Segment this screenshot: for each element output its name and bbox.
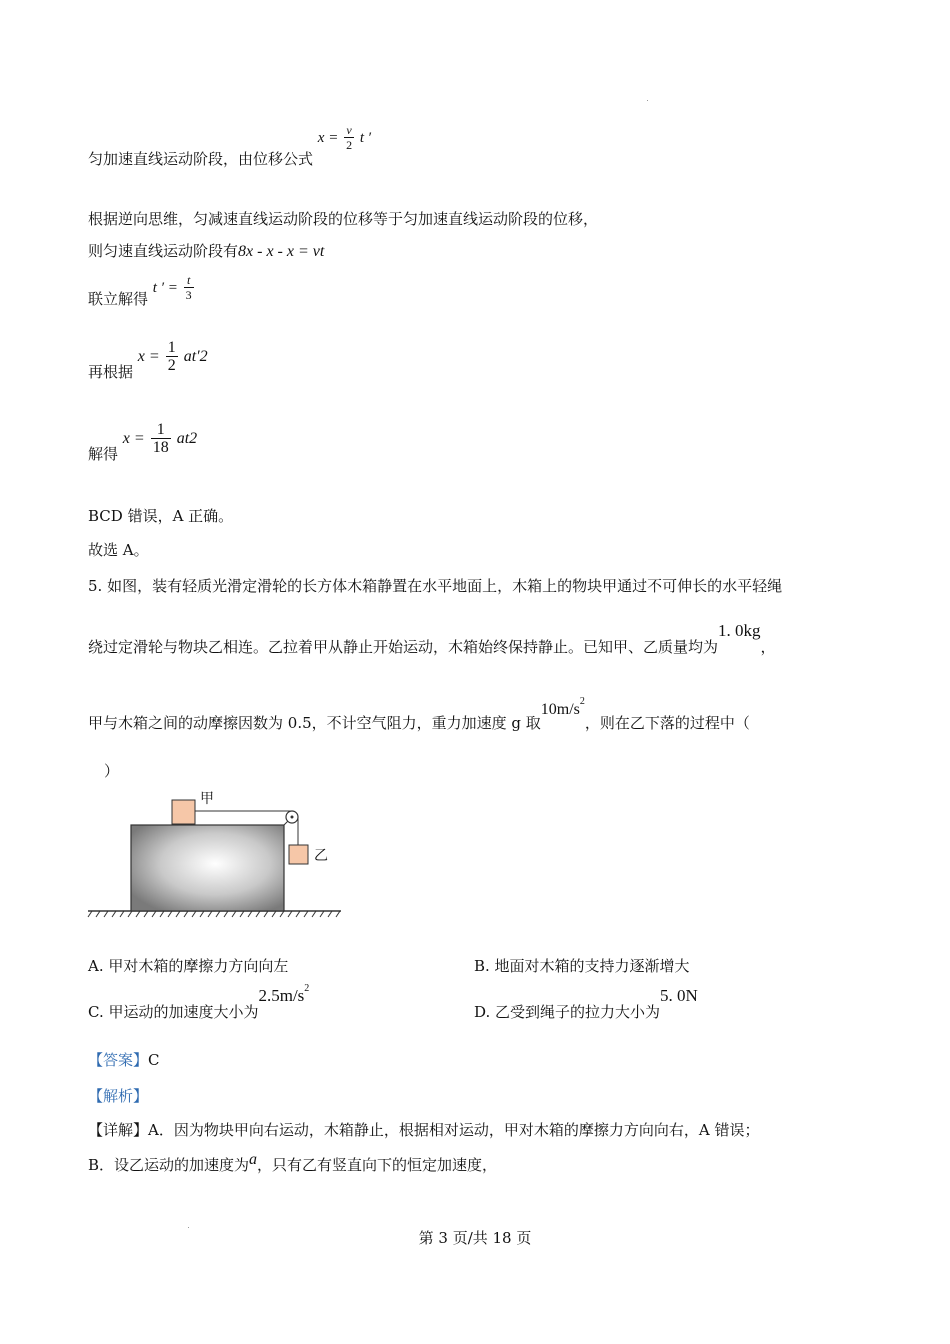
sol4-line7: BCD 错误，A 正确。: [88, 507, 234, 525]
q5-stem-line1: 5. 如图，装有轻质光滑定滑轮的长方体木箱静置在水平地面上，木箱上的物块甲通过不可伸长的水平轻绳: [88, 577, 783, 595]
answer-line: [88, 1049, 160, 1070]
q5-figure: [86, 785, 346, 920]
q5-stem-line4: ）: [104, 762, 120, 780]
text: 匀加速直线运动阶段，由位移公式: [88, 149, 314, 168]
scan-speck: [647, 100, 648, 101]
block-yi: [289, 845, 308, 864]
option-b: B. 地面对木箱的支持力逐渐增大: [474, 957, 690, 975]
answer-value: C: [148, 1051, 160, 1069]
sol4-line4: 联立解得 t ′ = $\frac{t}{3}$: [88, 274, 196, 303]
pulley-axle: [291, 816, 294, 819]
q5-stem-line3: 甲与木箱之间的动摩擦因数为 0.5，不计空气阻力，重力加速度 g 取$10m/s^2$，则在乙下落的过程中（: [88, 696, 750, 732]
sol4-line8: 故选 A。: [88, 541, 149, 559]
q5-stem-line2: 绕过定滑轮与物块乙相连。乙拉着甲从静止开始运动，木箱始终保持静止。已知甲、乙质量均为1. 0kg，: [88, 621, 776, 656]
wooden-box: [131, 825, 284, 911]
sol4-line1: [88, 123, 372, 168]
option-a: A. 甲对木箱的摩擦力方向向左: [88, 957, 289, 975]
analysis-label: 【解析】: [88, 1087, 149, 1105]
answer-label: 【答案】: [88, 1051, 149, 1069]
sol4-line3: 则匀速直线运动阶段有8x - x - x = vt: [88, 242, 325, 260]
sol4-line6: 解得 x = $\frac{1}{18}$ at2: [88, 421, 198, 464]
formula-x-half-at2: x = $\frac{1}{2}$ at′2: [137, 339, 208, 374]
block-jia: [172, 800, 195, 824]
detail-b-line: B．设乙运动的加速度为a，只有乙有竖直向下的恒定加速度，: [88, 1151, 498, 1174]
label-yi: 乙: [314, 848, 328, 864]
option-d: D. 乙受到绳子的拉力大小为5. 0N: [474, 986, 698, 1021]
detail-label: 【详解】: [88, 1121, 149, 1139]
formula-x-v2t: x = $\frac{v}{2}$ t ′: [317, 123, 372, 152]
detail-line: [88, 1119, 759, 1140]
detail-text: A．因为物块甲向右运动，木箱静止，根据相对运动，甲对木箱的摩擦力方向向右，A 错误；: [148, 1121, 760, 1139]
sol4-line5: 再根据 x = $\frac{1}{2}$ at′2: [88, 339, 208, 382]
label-jia: 甲: [200, 791, 214, 807]
formula-t-prime: t ′ = $\frac{t}{3}$: [152, 273, 192, 302]
formula-x-eighteenth-at2: x = $\frac{1}{18}$ at2: [122, 421, 198, 456]
option-c: C. 甲运动的加速度大小为$2.5m/s^2$: [88, 983, 310, 1021]
ground-hatching: [88, 911, 340, 917]
page-footer: 第 3 页/共 18 页: [418, 1229, 532, 1247]
sol4-line2: 根据逆向思维，匀减速直线运动阶段的位移等于匀加速直线运动阶段的位移，: [88, 210, 599, 228]
